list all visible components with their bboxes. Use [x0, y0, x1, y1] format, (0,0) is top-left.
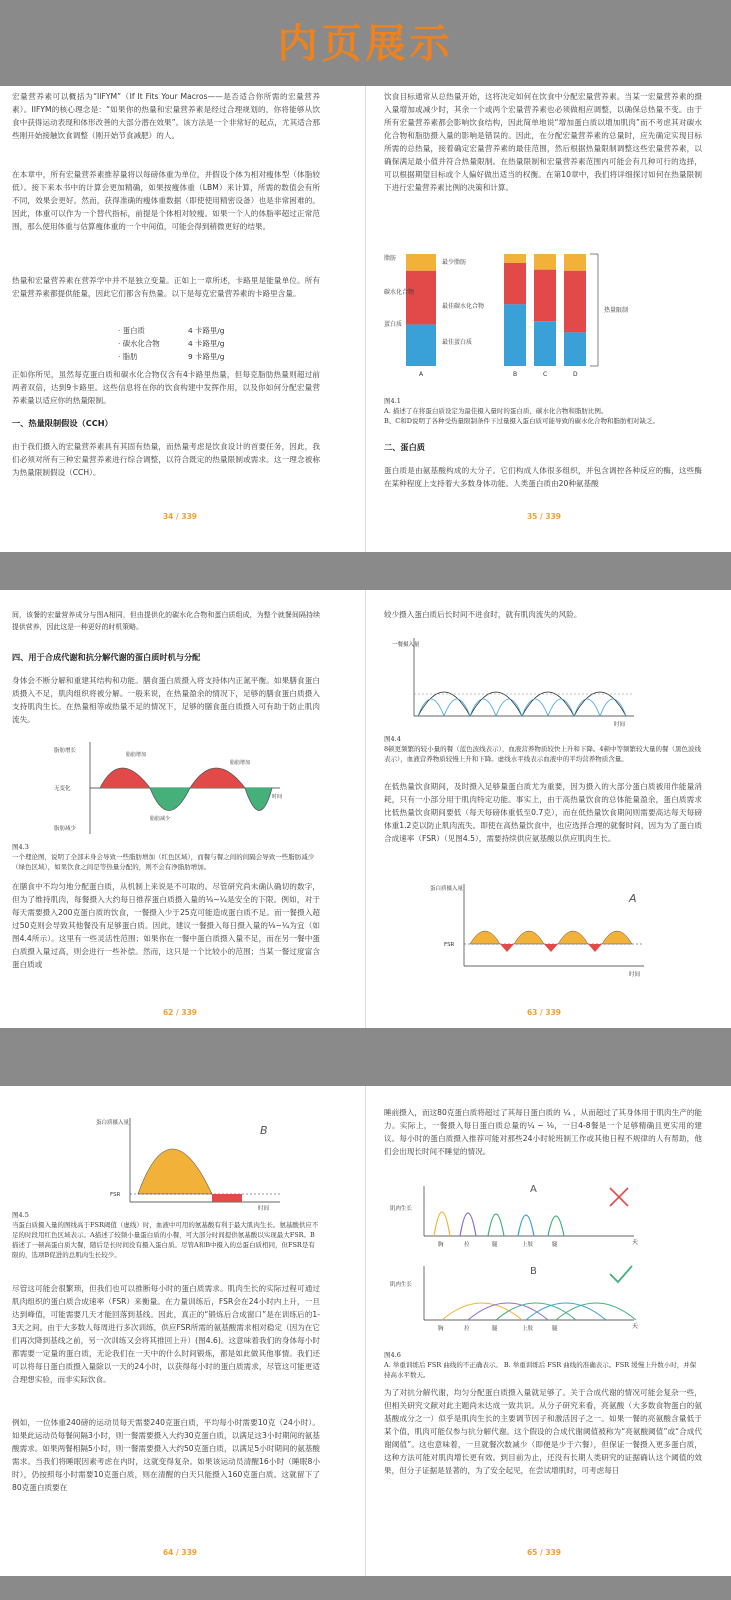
page-spread-2: [0, 590, 731, 1028]
figure-caption: 图4.6 A. 举重训练后 FSR 曲线的不正确表示。 B. 举重训练后 FSR 曲线的准确表示。FSR 缓慢上升数小时，并保持高水平数天。: [384, 1351, 697, 1379]
paragraph: 由于我们摄入的宏量营养素具有其固有热量，而热量考虑是饮食设计的首要任务，因此，我们必须对所有三种宏量营养素进行综合调整，以符合既定的热量限制或需求。这一理念被称为热量限制假设（CCH）。: [12, 442, 320, 477]
paragraph: 睡前摄入，而这80克蛋白质将超过了其每日蛋白质的 ¼ ，从而超过了其身体用于肌肉生产的能力。实际上，一餐摄入每日蛋白质总量的¼ ~ ⅛，一日4-8餐是一个足够精确且更实用的建议。每小时的蛋白质摄入推荐可能对那些24小时轮班制工作或其他日程不规律的人有帮助，他们会出现长时间不睡觉的情况。: [384, 1108, 703, 1156]
macro-name: · 碳水化合物: [118, 339, 160, 348]
bar-segment-fat: [534, 254, 556, 270]
bar-segment-fat: [406, 254, 436, 271]
fat-change-chart: [50, 738, 290, 838]
y-axis-label-b: 肌肉生长: [390, 1282, 413, 1288]
y-label-bot: 脂肪减少: [54, 826, 77, 832]
bar-label: D: [573, 371, 578, 378]
page-34: [10, 86, 350, 552]
y-axis-label-a: 肌肉生长: [390, 1206, 413, 1212]
chart-tag: B: [260, 1124, 268, 1137]
bar-segment-carb: [504, 263, 526, 304]
page-number: 62 / 339: [162, 1008, 198, 1017]
day-label-a: 上肢: [522, 1242, 534, 1248]
page-spread-1: [0, 86, 731, 552]
day-label-b: 腿: [552, 1326, 558, 1332]
fsr-chart-a: [424, 880, 664, 980]
fsr-curve-a: [548, 1216, 564, 1236]
day-label-a: 拉: [464, 1242, 470, 1248]
fsr-chart-b: [90, 1114, 290, 1212]
meal-frequency-chart: [384, 634, 664, 728]
x-axis-label-b: 天: [632, 1323, 639, 1330]
fsr-curve-a: [518, 1215, 534, 1236]
fsr-label: FSR: [444, 942, 455, 948]
macro-list: [118, 324, 224, 363]
day-label-b: 胸: [438, 1326, 444, 1332]
macro-value: 4 卡路里/g: [188, 326, 225, 335]
page-number: 35 / 339: [526, 512, 562, 521]
paragraph: 尽管这可能会很繁琐，但我们也可以推断每小时的蛋白质需求。肌肉生长的实际过程可通过肌肉组织的蛋白质合成速率（FSR）来衡量。在力量训练后，FSR会在24小时内上升，一旦达到峰值，可能需要几天才能回落到基线。因此，真正的“锻炼后合成窗口”是在训练后的1-3天之间。由于大多数人每周进行多次训练，供应FSR所需的氨基酸需求相对稳定（因为在它们再次降到基线之前，另一次训练又会将其推回上升）(图4.6)。这意味着我们的身体每小时都需要一定量的蛋白质，无论我们在一天中的什么时间锻炼，都是如此做其他事情。我们还可以将每日蛋白质摄入量除以一天的24小时，以获得每小时的蛋白质需求，尽管这可能更适合理想实验，而非实际饮食。: [12, 1284, 320, 1384]
bar-segment-protein: [406, 325, 436, 366]
paragraph: 较少摄入蛋白质后长时间不进食时，就有肌肉流失的风险。: [384, 610, 582, 619]
bar-label: A: [419, 371, 424, 378]
figure-caption: 图4.3 一个理论图，说明了全部未身会导致一些脂肪增加（红色区域），而餐与餐之间的间隔会导致一些脂肪减少（绿色区域），如果饮食之间是等热量分配的，则不会有净脂肪增加。: [12, 843, 315, 871]
wrong-cross-icon: [610, 1188, 628, 1206]
macro-bar-chart: [384, 250, 704, 390]
page-63: [384, 590, 724, 1028]
label-fat-up-2: 脂肪增加: [230, 760, 251, 766]
y-label-mid: 无变化: [54, 786, 71, 792]
figure-caption: 图4.5 当蛋白质摄入量的图线高于FSR阈值（虚线）时，血液中可用的氨基酸有利于最大肌肉生长。氨基酸供应不足的时段用红色区域表示。A描述了较频小量蛋白质的小餐，可大部分时间提供氨基酸以实现最大FSR。B描述了一顿高蛋白质大餐，随后是长时间没有摄入蛋白质。尽管A和B中摄入的总蛋白质相同，但FSR是有限的，选项B促进的总肌肉生长较少。: [12, 1211, 319, 1259]
bar-label: B: [513, 371, 518, 378]
fsr-deficit: [588, 944, 602, 952]
page-65: [384, 1086, 724, 1576]
fsr-curve-a: [488, 1214, 504, 1236]
label-calorie-limit: 热量限制: [604, 307, 629, 314]
section-heading: 一、热量限制假设（CCH）: [12, 418, 113, 428]
bar-label: C: [543, 371, 548, 378]
wave-large-meals: [418, 692, 626, 716]
fsr-deficit: [500, 944, 514, 952]
bar-segment-carb: [534, 270, 556, 322]
paragraph: 饮食目标通常从总热量开始，这将决定如何在饮食中分配宏量营养素。当某一宏量营养素的摄入量增加或减少时，其余一个或两个宏量营养素也必须做相应调整，以确保总热量不变。由于所有宏量营养素都会影响饮食结构，因此简单地说“增加蛋白质以增加肌肉”而不考虑其对碳水化合物和脂肪摄入量的影响是错误的。因此，在分配宏量营养素的总量时，应先确定实现目标所需的总热量，接着确定宏量营养素的最佳范围，然后根据热量限制调整这些宏量营养素，以确保满足最小值并符合热量限制。在热量限制和宏量营养素范围内可能会有几种可行的选择，可以根据期望目标或个人偏好做出适当的权衡。在第10章中，我们将详细探讨如何在热量限制下进行宏量营养素比例的决策和计算。: [384, 92, 702, 192]
fsr-bump: [602, 931, 632, 944]
page-62: [10, 590, 350, 1028]
day-label-a: 腿: [492, 1242, 498, 1248]
chart-tag-b: B: [530, 1266, 537, 1277]
x-label: 时间: [272, 794, 283, 800]
x-axis-label: 时间: [629, 972, 641, 978]
macro-name: · 蛋白质: [118, 326, 145, 335]
day-label-a: 腿: [552, 1242, 558, 1248]
figure-caption: 图4.1 A. 描述了在将蛋白质设定为最佳摄入量时的蛋白质、碳水化合物和脂肪比例。 B、C和D说明了各种受热量限制条件下过量摄入蛋白质可能导致的碳水化合物和脂肪相对缺乏。: [384, 397, 659, 425]
figure-caption: 图4.4 8顿更频繁的较小量的餐（蓝色波线表示），血液营养物质较快上升和下降。4顿中等频繁较大量的餐（黑色波线表示），血液营养物质较慢上升和下降。虚线水平线表示血液中的平均营养物质含量。: [384, 735, 702, 763]
fsr-curve-a: [460, 1213, 476, 1236]
y-axis-label: 蛋白质摄入量: [430, 886, 464, 892]
label-fat-up-1: 脂肪增加: [126, 752, 147, 758]
paragraph: 身体会不断分解和重建其结构和功能。膳食蛋白质摄入将支持体内正氮平衡。如果膳食蛋白质摄入不足，肌肉组织将被分解。一般来说，在热量盈余的情况下，足够的膳食蛋白质摄入支持肌肉生长。在热量相等或热量不足的情况下，足够的膳食蛋白质摄入可有助于防止肌肉流失。: [12, 676, 320, 724]
section-heading: 二、蛋白质: [384, 442, 425, 452]
header-banner: [0, 0, 731, 86]
page-35: [384, 86, 724, 552]
page-number: 34 / 339: [162, 512, 198, 521]
page-number: 65 / 339: [526, 1548, 562, 1557]
bar-segment-carb: [564, 271, 586, 333]
fsr-curve-b: [526, 1303, 606, 1320]
paragraph: 间，该餐的宏量营养成分与图A相同，但由提供化的碳水化合物和蛋白质组成，为整个就餐间隔持续提供营养，因此这是一种更好的时机策略。: [12, 611, 320, 631]
page-number: 64 / 339: [162, 1548, 198, 1557]
legend-carb: 碳水化合物: [384, 289, 415, 296]
legend-protein: 蛋白质: [384, 321, 403, 328]
y-axis-label: 一餐摄入量: [392, 642, 420, 648]
bar-segment-protein: [534, 321, 556, 366]
bar-segment-carb: [406, 271, 436, 325]
paragraph: 热量和宏量营养素在营养学中并不是独立变量。正如上一章所述，卡路里是能量单位。所有宏量营养素都提供能量，因此它们都含有热量。以下是每克宏量营养素的卡路里含量。: [12, 276, 320, 298]
label-min-fat: 最少脂肪: [442, 259, 467, 266]
section-heading: 四、用于合成代谢和抗分解代谢的蛋白质时机与分配: [12, 652, 201, 662]
bar-segment-fat: [504, 254, 526, 263]
paragraph: 在低热量饮食期间，及时摄入足够量蛋白质尤为重要，因为摄入的大部分蛋白质被用作能量消耗，只有一小部分用于肌肉特定功能。事实上，由于高热量饮食的总体能量盈余，蛋白质需求比低热量饮食期间要低（每天每磅体重低至0.7克），而在低热量饮食期间则需要高达每天每磅体重1.2克以防止肌肉流失。即使在高热量饮食中，也应选择合理的就餐时间，因为为了蛋白质合成速率（FSR）（见图4.5），需要持续供应氨基酸以供应肌肉生长。: [384, 782, 702, 843]
wave-small-meals: [418, 699, 626, 716]
label-best-carb: 最佳碳水化合物: [442, 303, 485, 310]
macro-value: 4 卡路里/g: [188, 339, 225, 348]
paragraph: 在膳食中不均匀地分配蛋白质，从机制上来说是不可取的。尽管研究尚未确认确切的数字，但为了维持肌肉，每餐摄入大约每日推荐蛋白质摄入量的⅛~¼是安全的下限。例如，对于每天需要摄入200克蛋白质的饮食，一餐摄入少于25克可能造成蛋白质不足。而一餐摄入超过50克则会导致其他餐没有足够蛋白质。因此，建议一餐摄入每日摄入量的⅛~¼为宜（如图4.4所示）。这里有一些灵活性范围；如果你在一餐中蛋白质摄入量不足，而在另一餐中蛋白质摄入量过高，则会进行一些补偿。然而，这只是一个比较小的范围；当某一餐过度富含蛋白质或: [12, 882, 320, 969]
muscle-growth-chart: [384, 1178, 684, 1348]
label-fat-down: 脂肪减少: [150, 816, 171, 822]
bar-segment-protein: [504, 304, 526, 366]
fsr-bump: [558, 931, 588, 944]
page-number: 63 / 339: [526, 1008, 562, 1017]
day-label-b: 上肢: [522, 1326, 534, 1332]
fsr-curve-a: [434, 1212, 450, 1236]
day-label-b: 腿: [492, 1326, 498, 1332]
chart-tag-a: A: [530, 1184, 537, 1195]
paragraph: 宏量营养素可以概括为“IIFYM”（If It Fits Your Macros——是否适合你所需的宏量营养素）。IIFYM的核心理念是：“如果你的热量和宏量营养素是经过合理规划的，你将能够从饮食中获得运动表现和体形改善的大部分潜在效果”。该方法是一个非常好的起点，尤其适合那些刚开始接触饮食调整（刚开始节食减肥）的人。: [12, 92, 320, 140]
y-label-top: 脂肪增长: [54, 748, 77, 754]
paragraph: 在本章中，所有宏量营养素推荐量将以每磅体重为单位，并假设个体为相对瘦体型（体脂较低）。接下来本书中的计算会更加精确，如果按瘦体重（LBM）来计算，所需的数值会有所不同，效果会更好。然而，获得准确的瘦体重数据（即使使用精密设备）也是非常困难的。因此，体重可以作为一个替代指标，前提是个体相对较瘦。如果一个人的体脂率超过正常范围，那么使用体重与估算瘦体重的一个中间值，可能会得到稍微更好的结果。: [12, 170, 320, 231]
day-label-a: 胸: [438, 1242, 444, 1248]
paragraph: 正如你所见，虽然每克蛋白质和碳水化合物仅含有4卡路里热量，但每克脂肪热量则超过前两者双倍，达到9卡路里。这些信息将在你的饮食构建中发挥作用，以及你如何分配宏量营养素量以适应你的热量限制。: [12, 370, 320, 405]
y-axis-label: 蛋白质摄入量: [96, 1120, 130, 1126]
page-64: [10, 1086, 350, 1576]
legend-fat: 脂肪: [384, 255, 397, 262]
x-axis-label: 时间: [614, 722, 626, 728]
paragraph: 例如，一位体重240磅的运动员每天需要240克蛋白质，平均每小时需要10克（24小时）。如果此运动员每餐间隔3小时，则一餐需要摄入大约30克蛋白质，以满足这3小时期间的氨基酸需求。如果两餐相隔5小时，则一餐需要摄入大约50克蛋白质，以满足5小时期间的氨基酸需求。当我们将睡眠因素考虑在内时，这就变得复杂。如果该运动员清醒16小时（睡眠8小时），仍按照每小时需要10克蛋白质，则在清醒的白天只能摄入160克蛋白质。这就留下了80克蛋白质要在: [12, 1418, 320, 1492]
fsr-curve-b: [442, 1303, 522, 1320]
fsr-curve-b: [556, 1303, 636, 1320]
banner-title: 内页展示: [277, 20, 454, 67]
fsr-bump: [514, 931, 544, 944]
macro-name: · 脂肪: [118, 352, 138, 361]
correct-check-icon: [610, 1266, 632, 1282]
paragraph: 蛋白质是由氨基酸构成的大分子。它们构成人体很多组织，并包含调控各种反应的酶，这些酶在某种程度上支持着大多数身体功能。人类蛋白质由20种氨基酸: [384, 466, 702, 488]
fsr-deficit: [544, 944, 558, 952]
label-best-protein: 最佳蛋白质: [442, 339, 473, 346]
chart-tag: A: [629, 892, 637, 905]
day-label-b: 拉: [464, 1326, 470, 1332]
fsr-label: FSR: [110, 1192, 121, 1198]
bar-segment-fat: [564, 254, 586, 271]
x-axis-label: 时间: [258, 1206, 270, 1212]
page-spread-3: [0, 1086, 731, 1576]
bar-segment-protein: [564, 332, 586, 366]
fsr-bump: [470, 931, 500, 944]
x-axis-label-a: 天: [632, 1239, 639, 1246]
macro-value: 9 卡路里/g: [188, 352, 225, 361]
paragraph: 为了对抗分解代谢，均匀分配蛋白质摄入量就足够了。关于合成代谢的情况可能会复杂一些，但相关研究文献对此主题尚未达成一致共识。从分子研究来看，亮氨酸（大多数食物蛋白的氨基酸成分之一）似乎是肌肉生长的主要调节因子和激活因子之一。如果一餐的亮氨酸含量低于某个值，肌肉可能仅参与抗分解代谢。这个假设的合成代谢阈值被称为“亮氨酸阈值”或“合成代谢阈值”。这也意味着，一旦就餐次数减少（即便是少于六餐），但保证一餐摄入更多蛋白质，这种方法可能对肌肉增长更有效。到目前为止，还没有长期人类研究的证据确认这个阈值的效果，但分子证据是显著的，为了安全起见，在尝试增肌时，可考虑每日: [384, 1388, 702, 1475]
